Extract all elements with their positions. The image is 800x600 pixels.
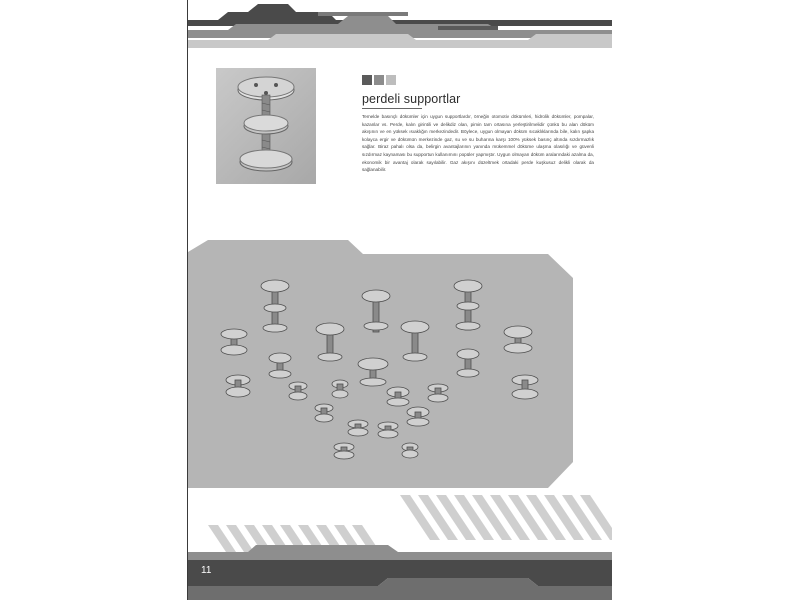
section-title: perdeli supportlar <box>362 92 461 106</box>
swatch-dark <box>362 75 372 85</box>
color-swatches <box>362 75 396 85</box>
description-paragraph: Temelde basınçlı dökümler için uygun supportlardır, örneğin otomotiv dökümleri, hidrolik dökümler, pompalar, kazanlar vs. Perde, kalın girintili ve delikdiz olan, pimin tam ortasına yerleştirilmelidir çünkü bu alan döküm akışının ve en yüksek ısıaklığın merkezindedir. Böylece, uygun olmayan döküm sıcaklıklarında bile, kalın şapka kolayca ergir ve dökümün merkezinde gaz, su ve su buharına karşı 100% yüksek basınç altında sızdırmazlık sağlar. Biraz pahalı olsa da, belirgin avantajlarının yanında mükemmel döküme ulaşma olasılığı ve güvenli sızdırmaz kaynaması bu supportun kullanımını popüler yapmıştır. Uygun olmayan döküm aralarındaki azalma da, ekonomik bir avantaj olarak sayılabilir. Gaz akışını düzeltmek ortadaki perde kuşkusuz delikli olarak da sağlanabilir. <box>362 114 594 173</box>
product-group-photo <box>188 240 612 500</box>
brochure-page <box>188 0 612 600</box>
page-number: 11 <box>201 565 212 576</box>
support-illustration <box>216 68 316 184</box>
top-stripe-decoration <box>188 0 612 60</box>
swatch-mid <box>374 75 384 85</box>
product-thumbnail <box>216 68 316 184</box>
bottom-stripe-decoration <box>188 470 612 600</box>
swatch-light <box>386 75 396 85</box>
title-underline <box>362 108 422 109</box>
